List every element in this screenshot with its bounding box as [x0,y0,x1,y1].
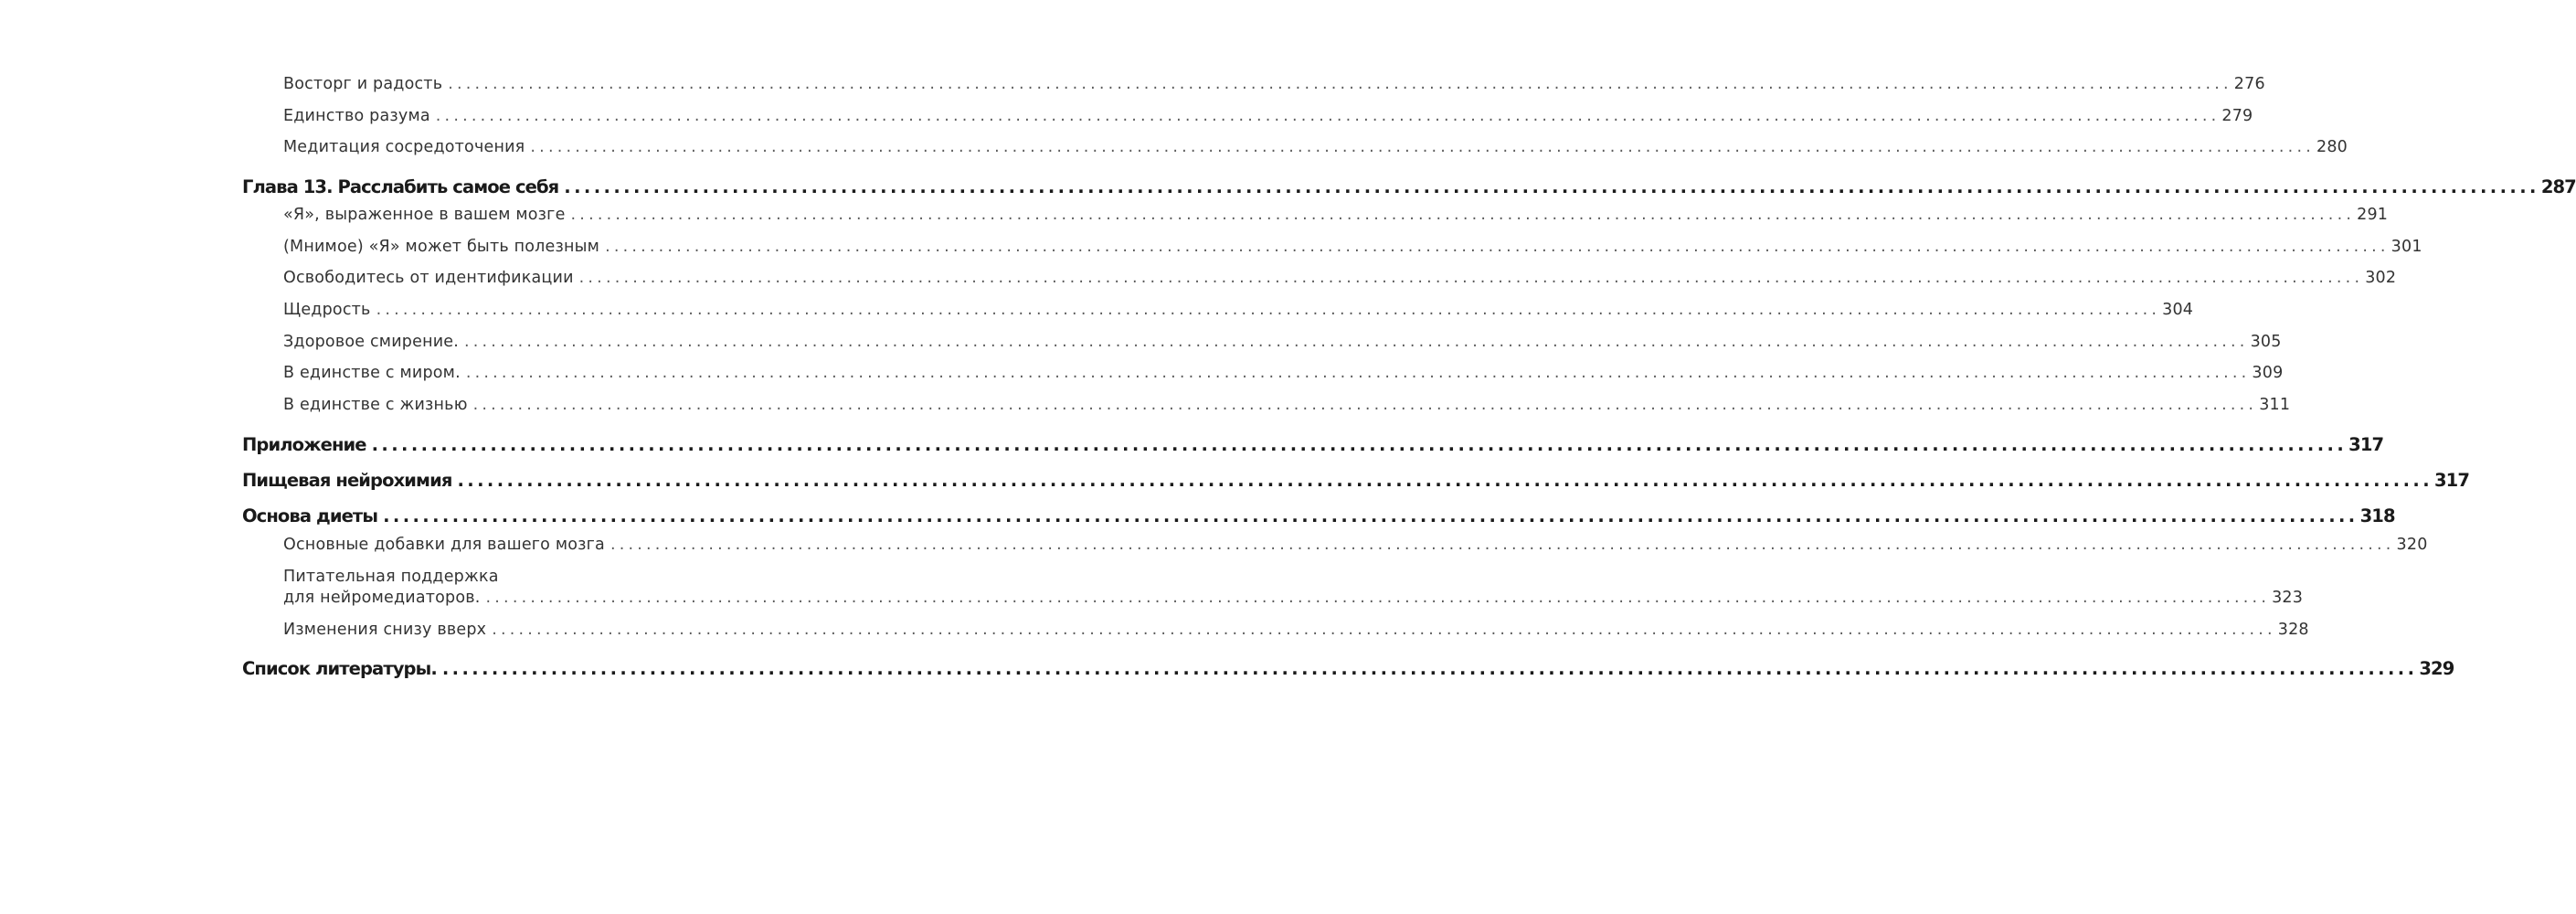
toc-entry [283,136,2348,158]
toc-entry-page: 305 [2250,333,2282,351]
toc-section-entry [242,657,2454,681]
toc-entry [283,534,2428,556]
dot-leader: ........................................................................................................................................................................................................ [492,621,2276,639]
toc-entry [283,267,2397,289]
toc-entry-page: 311 [2259,396,2291,414]
toc-entry-title-line1: Питательная поддержка [283,568,499,586]
toc-entry-page: 304 [2162,301,2194,319]
toc-entry-title: В единстве с миром. [283,364,461,382]
toc-section-title: Список литературы. [242,658,437,679]
toc-entry-title: «Я», выраженное в вашем мозге [283,206,566,224]
dot-leader: ........................................................................................................................................................................................................ [457,470,2433,491]
toc-entry-title: Здоровое смирение. [283,333,460,351]
toc-chapter-page: 287 [2540,176,2576,197]
toc-entry [283,204,2389,226]
dot-leader: ........................................................................................................................................................................................................ [448,75,2232,93]
dot-leader: ........................................................................................................................................................................................................ [472,396,2258,414]
toc-section-title: Пищевая нейрохимия [242,470,452,491]
dot-leader: ........................................................................................................................................................................................................ [465,364,2251,382]
toc-entry-title: Медитация сосредоточения [283,138,525,156]
toc-entry-title: Единство разума [283,107,430,125]
toc-entry-page: 279 [2221,107,2253,125]
dot-leader: ........................................................................................................................................................................................................ [383,505,2359,526]
toc-entry-page: 323 [2272,589,2304,607]
dot-leader: ........................................................................................................................................................................................................ [464,333,2249,351]
toc-section-title: Приложение [242,434,366,455]
toc-entry [283,236,2422,258]
toc-entry-title: для нейромедиаторов. [283,589,481,607]
toc-entry [283,619,2309,641]
toc-chapter-title: Глава 13. Расслабить самое себя [242,176,559,197]
dot-leader: ........................................................................................................................................................................................................ [605,238,2390,256]
toc-section-entry [242,469,2470,493]
toc-entry-page: 328 [2277,621,2309,639]
dot-leader: ........................................................................................................................................................................................................ [376,301,2161,319]
toc-entry-title: В единстве с жизнью [283,396,468,414]
dot-leader: ........................................................................................................................................................................................................ [485,589,2271,607]
dot-leader: ........................................................................................................................................................................................................ [610,536,2395,554]
toc-entry [283,587,2304,609]
toc-section-entry [242,433,2384,457]
toc-entry-page: 280 [2316,138,2348,156]
dot-leader: ........................................................................................................................................................................................................ [435,107,2221,125]
toc-entry-page: 276 [2233,75,2265,93]
toc-entry-title: Восторг и радость [283,75,443,93]
toc-entry-page: 302 [2365,269,2397,287]
toc-section-page: 329 [2419,658,2454,679]
toc-entry [283,73,2265,95]
toc-section-title: Основа диеты [242,505,378,526]
dot-leader: ........................................................................................................................................................................................................ [530,138,2315,156]
dot-leader: ........................................................................................................................................................................................................ [441,658,2418,679]
toc-section-entry [242,505,2395,528]
toc-entry-page: 291 [2357,206,2389,224]
toc-section-page: 317 [2348,434,2384,455]
toc-entry [283,299,2194,321]
toc-entry-page: 320 [2396,536,2428,554]
toc-entry-title: Щедрость [283,301,371,319]
toc-chapter-entry [242,175,2576,199]
toc-entry [283,362,2284,384]
dot-leader: ........................................................................................................................................................................................................ [570,206,2356,224]
toc-entry-title: Основные добавки для вашего мозга [283,536,605,554]
toc-section-page: 318 [2359,505,2395,526]
toc-entry-title: (Мнимое) «Я» может быть полезным [283,238,600,256]
toc-entry [283,394,2291,416]
toc-entry-page: 309 [2252,364,2284,382]
toc-entry [283,331,2282,353]
toc-entry-title: Изменения снизу вверх [283,621,487,639]
toc-section-page: 317 [2434,470,2470,491]
dot-leader: ........................................................................................................................................................................................................ [371,434,2348,455]
toc-entry [283,105,2253,127]
dot-leader: ........................................................................................................................................................................................................ [578,269,2364,287]
dot-leader: ........................................................................................................................................................................................................ [564,176,2539,197]
toc-entry-title: Освободитесь от идентификации [283,269,574,287]
toc-entry-page: 301 [2390,238,2422,256]
